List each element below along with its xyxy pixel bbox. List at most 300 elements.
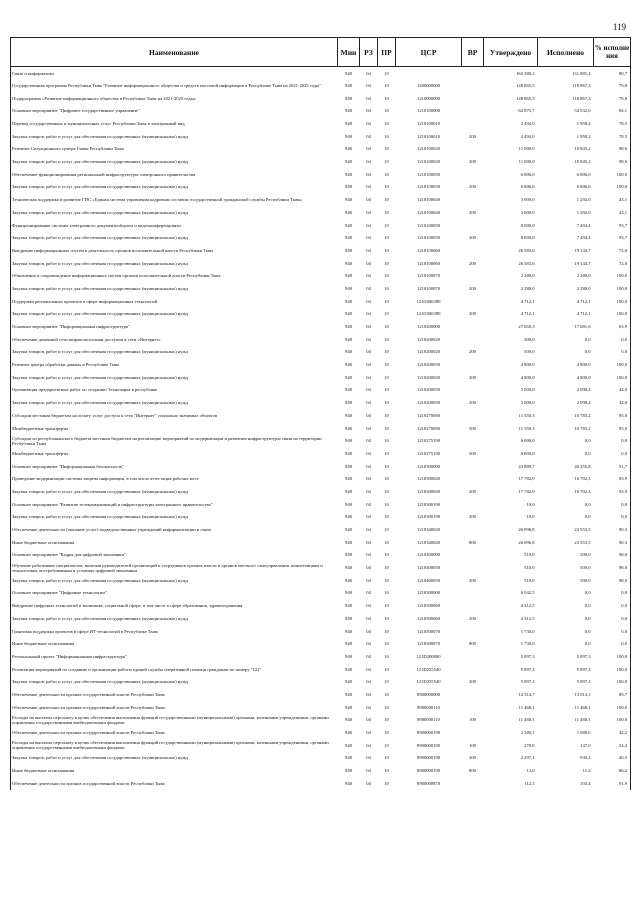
cell-csr: 8900000110 bbox=[417, 717, 440, 723]
table-row bbox=[11, 105, 631, 118]
cell-percent: 100,0 bbox=[594, 168, 631, 181]
cell-min: 948 bbox=[345, 247, 352, 253]
cell-name: Основное мероприятие "Цифровые технологии" bbox=[11, 587, 338, 600]
cell-rz: 04 bbox=[366, 400, 371, 406]
table-row bbox=[11, 777, 631, 790]
cell-approved: 2 494,0 bbox=[520, 133, 535, 139]
cell-csr: 1210275190 bbox=[417, 450, 440, 456]
cell-pr: 10 bbox=[384, 273, 389, 279]
table-row bbox=[11, 739, 631, 752]
page-number: 119 bbox=[612, 22, 626, 32]
cell-percent: 0,0 bbox=[594, 447, 631, 460]
cell-rz: 04 bbox=[366, 450, 371, 456]
cell-rz: 04 bbox=[366, 717, 371, 723]
cell-vr: 200 bbox=[469, 679, 476, 685]
cell-executed: 10 783,2 bbox=[574, 412, 591, 418]
cell-csr: 8900000190 bbox=[417, 742, 440, 748]
cell-min: 948 bbox=[345, 133, 352, 139]
cell-rz: 04 bbox=[366, 730, 371, 736]
cell-percent: 98,0 bbox=[594, 549, 631, 562]
cell-approved: 26 096,8 bbox=[518, 539, 535, 545]
cell-vr bbox=[462, 599, 484, 612]
cell-executed: 16 702,3 bbox=[574, 488, 591, 494]
cell-vr bbox=[462, 498, 484, 511]
table-row bbox=[11, 219, 631, 232]
cell-percent: 100,0 bbox=[594, 295, 631, 308]
cell-executed: 0,0 bbox=[584, 628, 591, 634]
table-body bbox=[11, 67, 631, 790]
cell-executed: 19 144,7 bbox=[574, 260, 591, 266]
cell-approved: 10,0 bbox=[526, 514, 535, 520]
cell-percent: 63,9 bbox=[594, 320, 631, 333]
cell-pr: 10 bbox=[384, 235, 389, 241]
cell-min: 948 bbox=[345, 349, 352, 355]
cell-percent: 78,5 bbox=[594, 130, 631, 143]
cell-min: 948 bbox=[345, 488, 352, 494]
cell-vr: 200 bbox=[469, 311, 476, 317]
cell-rz: 04 bbox=[366, 209, 371, 215]
cell-rz: 04 bbox=[366, 742, 371, 748]
table-row bbox=[11, 764, 631, 777]
cell-approved: 2 580,1 bbox=[520, 730, 535, 736]
cell-pr: 10 bbox=[384, 603, 389, 609]
cell-min: 948 bbox=[345, 311, 352, 317]
cell-csr: 8900000190 bbox=[417, 768, 440, 774]
table-row bbox=[11, 67, 631, 80]
cell-name: Закупка товаров, работ и услуг для обеспечения государственных (муниципальных) нужд bbox=[11, 206, 338, 219]
cell-name: Закупка товаров, работ и услуг для обеспечения государственных (муниципальных) нужд bbox=[11, 257, 338, 270]
cell-executed: 0,0 bbox=[584, 450, 591, 456]
cell-percent: 98,6 bbox=[594, 143, 631, 156]
cell-vr: 200 bbox=[469, 374, 476, 380]
cell-min: 948 bbox=[345, 209, 352, 215]
cell-pr: 10 bbox=[384, 539, 389, 545]
table-row bbox=[11, 587, 631, 600]
cell-vr: 100 bbox=[469, 742, 476, 748]
cell-csr: 1210300040 bbox=[417, 488, 440, 494]
cell-vr bbox=[462, 409, 484, 422]
cell-min: 948 bbox=[345, 362, 352, 368]
cell-rz: 04 bbox=[366, 527, 371, 533]
cell-rz: 04 bbox=[366, 425, 371, 431]
table-row bbox=[11, 485, 631, 498]
cell-rz: 04 bbox=[366, 95, 371, 101]
cell-vr bbox=[462, 79, 484, 92]
table-row bbox=[11, 206, 631, 219]
cell-name: Закупка товаров, работ и услуг для обеспечения государственных (муниципальных) нужд bbox=[11, 308, 338, 321]
cell-executed: 40 255,8 bbox=[574, 463, 591, 469]
cell-approved: 5 897,3 bbox=[520, 666, 535, 672]
cell-percent: 84,1 bbox=[594, 105, 631, 118]
cell-executed: 4 712,1 bbox=[576, 298, 591, 304]
cell-approved: 4 712,1 bbox=[520, 298, 535, 304]
cell-name: Закупка товаров, работ и услуг для обеспечения государственных (муниципальных) нужд bbox=[11, 231, 338, 244]
cell-approved: 6 806,0 bbox=[520, 171, 535, 177]
cell-csr: 1210200030 bbox=[417, 374, 440, 380]
cell-vr bbox=[462, 105, 484, 118]
cell-percent: 43,1 bbox=[594, 193, 631, 206]
cell-min: 948 bbox=[345, 527, 352, 533]
table-row bbox=[11, 168, 631, 181]
cell-percent: 98,0 bbox=[594, 574, 631, 587]
table-header bbox=[11, 38, 631, 67]
cell-rz: 04 bbox=[366, 387, 371, 393]
table-row bbox=[11, 701, 631, 714]
table-row bbox=[11, 536, 631, 549]
cell-approved: 2 280,0 bbox=[520, 285, 535, 291]
table-row bbox=[11, 346, 631, 359]
cell-min: 948 bbox=[345, 476, 352, 482]
cell-percent: 100,0 bbox=[594, 181, 631, 194]
cell-min: 948 bbox=[345, 171, 352, 177]
cell-csr: 1210100040 bbox=[417, 209, 440, 215]
cell-name: Развитие центра обработки данных в Республике Тыва bbox=[11, 358, 338, 371]
table-row bbox=[11, 244, 631, 257]
cell-pr: 10 bbox=[384, 717, 389, 723]
cell-percent: 0,0 bbox=[594, 346, 631, 359]
cell-vr bbox=[462, 193, 484, 206]
cell-approved: 163 380,2 bbox=[516, 70, 535, 76]
cell-vr bbox=[462, 663, 484, 676]
cell-executed: 0,0 bbox=[584, 641, 591, 647]
cell-approved: 6 000,0 bbox=[520, 438, 535, 444]
table-row bbox=[11, 523, 631, 536]
table-row bbox=[11, 574, 631, 587]
cell-pr: 10 bbox=[384, 336, 389, 342]
cell-pr: 10 bbox=[384, 285, 389, 291]
cell-csr: 1210200000 bbox=[417, 324, 440, 330]
cell-name: Региональный проект "Информационная инфраструктура" bbox=[11, 650, 338, 663]
cell-percent: 0,0 bbox=[594, 434, 631, 447]
cell-pr: 10 bbox=[384, 82, 389, 88]
cell-rz: 04 bbox=[366, 146, 371, 152]
table-row bbox=[11, 473, 631, 486]
cell-vr bbox=[462, 244, 484, 257]
cell-csr: 1210100020 bbox=[417, 146, 440, 152]
cell-percent: 100,0 bbox=[594, 282, 631, 295]
cell-csr: 1210300190 bbox=[417, 501, 440, 507]
cell-pr: 10 bbox=[384, 146, 389, 152]
header-executed: Исполнено bbox=[538, 38, 594, 67]
cell-vr: 200 bbox=[469, 400, 476, 406]
cell-csr: 8900000000 bbox=[417, 691, 440, 697]
cell-executed: 2 098,4 bbox=[576, 387, 591, 393]
cell-executed: 10 845,2 bbox=[574, 159, 591, 165]
cell-pr: 10 bbox=[384, 412, 389, 418]
header-rz: РЗ bbox=[360, 38, 378, 67]
cell-vr bbox=[462, 67, 484, 80]
table-row bbox=[11, 663, 631, 676]
cell-name: Обучение работников специалистов, включая руководителей организаций и сотрудников органов власти и органов местного самоуправления, компетенциям и технологиям, востребованным в условиях цифровой экономики bbox=[11, 561, 338, 574]
cell-percent: 42,0 bbox=[594, 396, 631, 409]
cell-csr: 1210100050 bbox=[417, 222, 440, 228]
table-row bbox=[11, 333, 631, 346]
cell-csr: 8900000110 bbox=[417, 704, 440, 710]
cell-csr: 1210100010 bbox=[417, 121, 440, 127]
cell-csr: 1210500070 bbox=[417, 641, 440, 647]
cell-executed: 2 098,4 bbox=[576, 400, 591, 406]
cell-csr: 121D255540 bbox=[416, 679, 441, 685]
cell-approved: 11 000,0 bbox=[518, 146, 535, 152]
cell-vr: 800 bbox=[469, 768, 476, 774]
cell-approved: 6 000,0 bbox=[520, 450, 535, 456]
cell-name: Организация предпроектных работ по созданию Технопарка в республике bbox=[11, 384, 338, 397]
cell-executed: 0,0 bbox=[584, 336, 591, 342]
cell-min: 948 bbox=[345, 70, 352, 76]
cell-executed: 1 958,2 bbox=[576, 133, 591, 139]
cell-executed: 0,0 bbox=[584, 590, 591, 596]
cell-approved: 26 583,6 bbox=[518, 260, 535, 266]
cell-executed: 500,0 bbox=[580, 565, 591, 571]
cell-pr: 10 bbox=[384, 730, 389, 736]
cell-name: Грантовая поддержка проектов в сфере ИТ-технологий в Республике Тыва bbox=[11, 625, 338, 638]
cell-rz: 04 bbox=[366, 679, 371, 685]
cell-rz: 04 bbox=[366, 133, 371, 139]
table-row bbox=[11, 282, 631, 295]
cell-pr: 10 bbox=[384, 108, 389, 114]
cell-percent: 100,0 bbox=[594, 371, 631, 384]
table-row bbox=[11, 460, 631, 473]
cell-rz: 04 bbox=[366, 488, 371, 494]
cell-executed: 5 897,3 bbox=[576, 653, 591, 659]
cell-rz: 04 bbox=[366, 615, 371, 621]
cell-percent: 43,1 bbox=[594, 206, 631, 219]
cell-vr: 800 bbox=[469, 539, 476, 545]
cell-approved: 8 000,0 bbox=[520, 222, 535, 228]
cell-csr: 1210500000 bbox=[417, 590, 440, 596]
cell-pr: 10 bbox=[384, 590, 389, 596]
cell-pr: 10 bbox=[384, 704, 389, 710]
cell-rz: 04 bbox=[366, 108, 371, 114]
cell-rz: 04 bbox=[366, 260, 371, 266]
cell-name: Закупка товаров, работ и услуг для обеспечения государственных (муниципальных) нужд bbox=[11, 282, 338, 295]
cell-approved: 5 000,0 bbox=[520, 387, 535, 393]
cell-min: 948 bbox=[345, 704, 352, 710]
cell-pr: 10 bbox=[384, 298, 389, 304]
cell-approved: 10,0 bbox=[526, 501, 535, 507]
cell-approved: 4 312,5 bbox=[520, 603, 535, 609]
cell-min: 948 bbox=[345, 273, 352, 279]
cell-vr: 100 bbox=[469, 717, 476, 723]
cell-percent: 100,0 bbox=[594, 701, 631, 714]
cell-name: Обеспечение деятельности органов государственной власти Республики Тыва bbox=[11, 777, 338, 790]
cell-min: 948 bbox=[345, 450, 352, 456]
cell-approved: 43 889,7 bbox=[518, 463, 535, 469]
cell-approved: 11 468,1 bbox=[518, 717, 535, 723]
cell-csr: 1210300190 bbox=[417, 514, 440, 520]
cell-percent: 93,7 bbox=[594, 231, 631, 244]
cell-percent: 40,5 bbox=[594, 752, 631, 765]
cell-executed: 131 881,4 bbox=[572, 70, 591, 76]
cell-min: 948 bbox=[345, 514, 352, 520]
cell-percent: 100,0 bbox=[594, 308, 631, 321]
cell-min: 948 bbox=[345, 260, 352, 266]
cell-min: 948 bbox=[345, 628, 352, 634]
cell-csr: 1210100000 bbox=[417, 108, 440, 114]
cell-executed: 1 958,2 bbox=[576, 121, 591, 127]
cell-approved: 8 000,0 bbox=[520, 235, 535, 241]
table-row bbox=[11, 143, 631, 156]
table-row bbox=[11, 384, 631, 397]
cell-executed: 23 553,5 bbox=[574, 527, 591, 533]
cell-pr: 10 bbox=[384, 95, 389, 101]
cell-name: Развитие Ситуационного центра Главы Республики Тыва bbox=[11, 143, 338, 156]
cell-csr: 1210275190 bbox=[417, 438, 440, 444]
cell-csr: 1210100070 bbox=[417, 285, 440, 291]
cell-percent: 72,0 bbox=[594, 257, 631, 270]
cell-vr bbox=[462, 460, 484, 473]
cell-approved: 4 800,0 bbox=[520, 362, 535, 368]
cell-name: Функционирование системы электронного документооборота и видеоконференцсвязи bbox=[11, 219, 338, 232]
cell-min: 948 bbox=[345, 552, 352, 558]
cell-pr: 10 bbox=[384, 488, 389, 494]
cell-approved: 2 494,0 bbox=[520, 121, 535, 127]
cell-vr: 200 bbox=[469, 159, 476, 165]
cell-rz: 04 bbox=[366, 159, 371, 165]
cell-executed: 500,0 bbox=[580, 577, 591, 583]
cell-approved: 11 350,3 bbox=[518, 425, 535, 431]
cell-executed: 118 867,3 bbox=[572, 82, 591, 88]
cell-name: Обновление и сопровождение информационных систем органов исполнительной власти Республики Тыва bbox=[11, 270, 338, 283]
cell-name: Обеспечение деятельности органов государственной власти Республики Тыва bbox=[11, 726, 338, 739]
cell-rz: 04 bbox=[366, 755, 371, 761]
cell-csr: 1210500070 bbox=[417, 628, 440, 634]
cell-vr: 200 bbox=[469, 260, 476, 266]
cell-percent: 100,0 bbox=[594, 714, 631, 727]
cell-vr: 200 bbox=[469, 285, 476, 291]
table-row bbox=[11, 650, 631, 663]
cell-vr bbox=[462, 587, 484, 600]
header-name: Наименование bbox=[11, 38, 338, 67]
cell-approved: 500,0 bbox=[524, 349, 535, 355]
cell-percent: 98,0 bbox=[594, 561, 631, 574]
cell-pr: 10 bbox=[384, 184, 389, 190]
header-approved: Утверждено bbox=[484, 38, 538, 67]
cell-rz: 04 bbox=[366, 336, 371, 342]
cell-name: Расходы на выплаты персоналу в целях обеспечения выполнения функций государственными (муниципальными) органами, казенными учреждениями, органами управления государственными внебюджетными фондами bbox=[11, 739, 338, 752]
cell-vr bbox=[462, 168, 484, 181]
cell-pr: 10 bbox=[384, 374, 389, 380]
cell-vr bbox=[462, 295, 484, 308]
cell-csr: 1210100010 bbox=[417, 133, 440, 139]
cell-approved: 11 350,3 bbox=[518, 412, 535, 418]
cell-vr: 200 bbox=[469, 514, 476, 520]
cell-csr: 1210200020 bbox=[417, 336, 440, 342]
cell-vr bbox=[462, 219, 484, 232]
cell-vr: 200 bbox=[469, 133, 476, 139]
cell-pr: 10 bbox=[384, 615, 389, 621]
cell-rz: 04 bbox=[366, 121, 371, 127]
cell-csr: 1210100020 bbox=[417, 159, 440, 165]
cell-csr: 8900000190 bbox=[417, 755, 440, 761]
cell-min: 948 bbox=[345, 730, 352, 736]
cell-vr bbox=[462, 320, 484, 333]
cell-rz: 04 bbox=[366, 273, 371, 279]
cell-min: 948 bbox=[345, 679, 352, 685]
cell-percent: 86,2 bbox=[594, 764, 631, 777]
cell-executed: 4 800,0 bbox=[576, 374, 591, 380]
cell-vr: 200 bbox=[469, 184, 476, 190]
cell-executed: 6 806,0 bbox=[576, 171, 591, 177]
cell-executed: 1 292,0 bbox=[576, 197, 591, 203]
cell-pr: 10 bbox=[384, 641, 389, 647]
cell-name: Закупка товаров, работ и услуг для обеспечения государственных (муниципальных) нужд bbox=[11, 511, 338, 524]
cell-vr bbox=[462, 117, 484, 130]
cell-min: 948 bbox=[345, 222, 352, 228]
cell-percent: 78,5 bbox=[594, 117, 631, 130]
header-percent: % исполне ния bbox=[594, 38, 631, 67]
cell-percent: 0,0 bbox=[594, 637, 631, 650]
cell-rz: 04 bbox=[366, 552, 371, 558]
cell-csr: 1210100050 bbox=[417, 235, 440, 241]
table-row bbox=[11, 295, 631, 308]
cell-pr: 10 bbox=[384, 133, 389, 139]
cell-min: 948 bbox=[345, 108, 352, 114]
cell-rz: 04 bbox=[366, 641, 371, 647]
cell-vr bbox=[462, 650, 484, 663]
cell-pr: 10 bbox=[384, 197, 389, 203]
cell-percent: 100,0 bbox=[594, 676, 631, 689]
cell-approved: 510,0 bbox=[524, 552, 535, 558]
cell-pr: 10 bbox=[384, 755, 389, 761]
header-vr: ВР bbox=[462, 38, 484, 67]
cell-csr: 1210270080 bbox=[417, 412, 440, 418]
cell-vr bbox=[462, 777, 484, 790]
cell-vr: 200 bbox=[469, 488, 476, 494]
cell-min: 948 bbox=[345, 463, 352, 469]
cell-name: Межбюджетные трансферты bbox=[11, 422, 338, 435]
cell-name: Иные бюджетные ассигнования bbox=[11, 637, 338, 650]
cell-name: Перевод государственных и муниципальных услуг Республики Тыва в электронный вид bbox=[11, 117, 338, 130]
cell-vr bbox=[462, 701, 484, 714]
cell-rz: 04 bbox=[366, 324, 371, 330]
cell-rz: 04 bbox=[366, 222, 371, 228]
cell-name: Основное мероприятие "Информационная инфраструктура" bbox=[11, 320, 338, 333]
cell-rz: 04 bbox=[366, 590, 371, 596]
cell-percent: 0,0 bbox=[594, 612, 631, 625]
cell-rz: 04 bbox=[366, 374, 371, 380]
cell-approved: 5 897,3 bbox=[520, 653, 535, 659]
cell-name: Техническая поддержка и развитие ГИС «Единая система управления кадровым составом государственной гражданской службы Республики Тыва» bbox=[11, 193, 338, 206]
cell-pr: 10 bbox=[384, 260, 389, 266]
cell-min: 948 bbox=[345, 590, 352, 596]
cell-pr: 10 bbox=[384, 425, 389, 431]
cell-rz: 04 bbox=[366, 171, 371, 177]
cell-rz: 04 bbox=[366, 539, 371, 545]
cell-rz: 04 bbox=[366, 514, 371, 520]
cell-min: 948 bbox=[345, 197, 352, 203]
cell-min: 948 bbox=[345, 374, 352, 380]
cell-approved: 270,0 bbox=[524, 742, 535, 748]
cell-executed: 17 681,6 bbox=[574, 324, 591, 330]
cell-min: 948 bbox=[345, 501, 352, 507]
cell-csr: 1210100060 bbox=[417, 260, 440, 266]
cell-min: 948 bbox=[345, 387, 352, 393]
cell-approved: 26 096,8 bbox=[518, 527, 535, 533]
cell-approved: 3 000,0 bbox=[520, 197, 535, 203]
cell-executed: 5 897,3 bbox=[576, 666, 591, 672]
cell-percent: 0,0 bbox=[594, 333, 631, 346]
cell-name: Иные бюджетные ассигнования bbox=[11, 536, 338, 549]
cell-csr: 8900000870 bbox=[417, 780, 440, 786]
cell-min: 948 bbox=[345, 565, 352, 571]
cell-percent: 93,7 bbox=[594, 219, 631, 232]
cell-executed: 10 783,2 bbox=[574, 425, 591, 431]
cell-percent: 0,0 bbox=[594, 498, 631, 511]
cell-pr: 10 bbox=[384, 171, 389, 177]
cell-name: Закупка товаров, работ и услуг для обеспечения государственных (муниципальных) нужд bbox=[11, 181, 338, 194]
cell-executed: 7 494,4 bbox=[576, 235, 591, 241]
